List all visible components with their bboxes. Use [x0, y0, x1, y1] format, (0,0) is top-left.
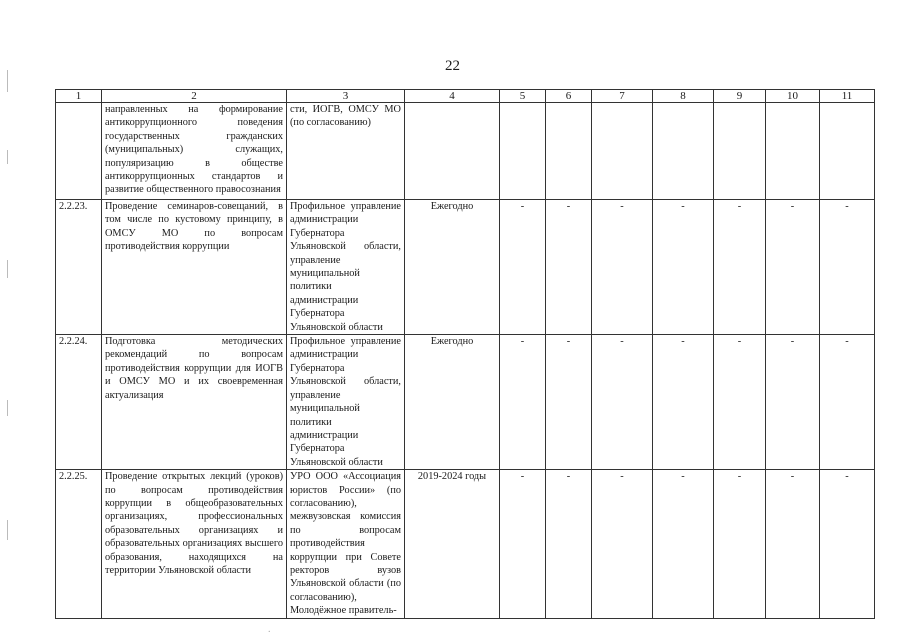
row-cell	[500, 103, 546, 200]
row-cell: -	[714, 470, 766, 618]
row-responsible: Профильное управление администрации Губернатора Ульяновской области, управление муниципальной политики администрации Губернатора Ульяновской области	[287, 335, 405, 470]
row-description: Проведение открытых лекций (уроков) по вопросам противодействия коррупции в общеобразовательных организациях, профессиональных образовательных организациях и образовательных организациях высшего образования, находящихся на территории Ульяновской области	[102, 470, 287, 618]
page-number: 22	[445, 58, 460, 74]
column-header: 11	[820, 90, 875, 103]
row-responsible: сти, ИОГВ, ОМСУ МО (по согласованию)	[287, 103, 405, 200]
row-cell: -	[653, 200, 714, 335]
row-cell	[766, 103, 820, 200]
column-header: 9	[714, 90, 766, 103]
scan-edge-mark	[7, 150, 8, 164]
row-cell	[546, 103, 592, 200]
row-description: Проведение семинаров-совещаний, в том числе по кустовому принципу, в ОМСУ МО по вопросам противодействия коррупции	[102, 200, 287, 335]
scan-edge-mark	[7, 400, 8, 416]
column-header: 7	[592, 90, 653, 103]
row-description: Подготовка методических рекомендаций по вопросам противодействия коррупции для ИОГВ и ОМСУ МО и их своевременная актуализация	[102, 335, 287, 470]
row-cell	[714, 103, 766, 200]
column-header: 1	[56, 90, 102, 103]
row-cell: -	[766, 335, 820, 470]
row-term	[405, 103, 500, 200]
row-cell: -	[820, 470, 875, 618]
row-cell: -	[766, 200, 820, 335]
row-cell: -	[546, 335, 592, 470]
table-header-row	[56, 90, 875, 103]
table-row	[56, 335, 875, 470]
row-number	[56, 103, 102, 200]
row-term: Ежегодно	[405, 335, 500, 470]
row-cell: -	[500, 200, 546, 335]
row-cell: -	[546, 200, 592, 335]
column-header: 10	[766, 90, 820, 103]
column-header: 8	[653, 90, 714, 103]
row-cell	[653, 103, 714, 200]
scan-edge-mark	[7, 260, 8, 278]
row-cell: -	[500, 470, 546, 618]
column-header: 5	[500, 90, 546, 103]
row-cell: -	[592, 470, 653, 618]
scan-edge-mark	[7, 70, 8, 92]
row-cell: -	[500, 335, 546, 470]
row-responsible: Профильное управление администрации Губернатора Ульяновской области, управление муниципальной политики администрации Губернатора Ульяновской области	[287, 200, 405, 335]
table-row	[56, 470, 875, 618]
table-row	[56, 200, 875, 335]
row-number: 2.2.23.	[56, 200, 102, 335]
column-header: 2	[102, 90, 287, 103]
row-cell: -	[653, 335, 714, 470]
row-responsible: УРО ООО «Ассоциация юристов России» (по согласованию), межвузовская комиссия по вопросам противодействия коррупции при Совете ректоров вузов Ульяновской области (по согласованию), Молодёжное правитель-	[287, 470, 405, 618]
row-cell: -	[820, 200, 875, 335]
row-number: 2.2.25.	[56, 470, 102, 618]
row-term: Ежегодно	[405, 200, 500, 335]
table-row	[56, 103, 875, 200]
column-header: 6	[546, 90, 592, 103]
plan-table	[55, 89, 875, 619]
row-term: 2019-2024 годы	[405, 470, 500, 618]
row-cell: -	[766, 470, 820, 618]
row-cell: -	[653, 470, 714, 618]
row-description: направленных на формирование антикоррупционного поведения государственных гражданских (муниципальных) служащих, популяризацию в обществе антикоррупционных стандартов и развитие общественного правосознания	[102, 103, 287, 200]
scan-edge-mark	[7, 520, 8, 540]
column-header: 3	[287, 90, 405, 103]
row-cell: -	[592, 200, 653, 335]
row-cell: -	[546, 470, 592, 618]
row-cell: -	[820, 335, 875, 470]
row-cell: -	[714, 335, 766, 470]
scan-artifact: .	[268, 624, 271, 635]
row-cell: -	[714, 200, 766, 335]
row-cell	[820, 103, 875, 200]
row-cell	[592, 103, 653, 200]
row-cell: -	[592, 335, 653, 470]
row-number: 2.2.24.	[56, 335, 102, 470]
column-header: 4	[405, 90, 500, 103]
